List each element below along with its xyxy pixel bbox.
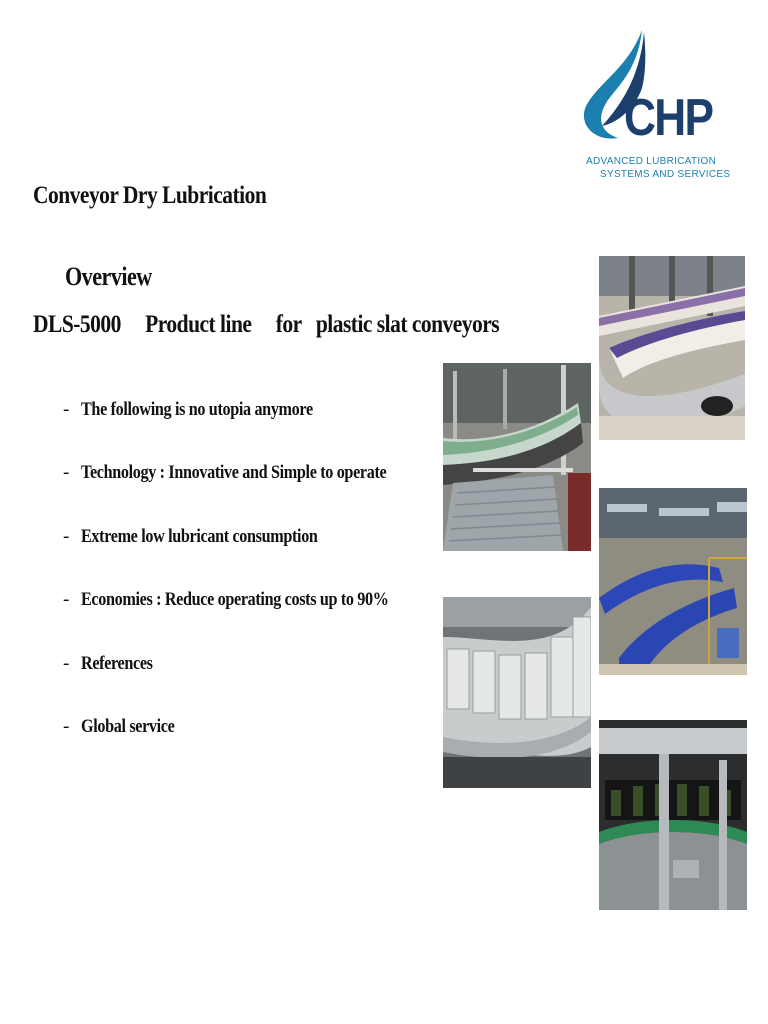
title-line-1: Conveyor Dry Lubrication [33, 182, 267, 209]
logo-tagline-2: SYSTEMS AND SERVICES [600, 169, 731, 180]
list-item [63, 584, 443, 647]
blue-slat-conveyor-photo [599, 488, 747, 675]
list-item [63, 457, 443, 520]
list-item-text: Technology : Innovative and Simple to operate [81, 462, 387, 484]
logo-wordmark: CHP [624, 89, 713, 147]
chp-logo [580, 28, 730, 188]
list-item-text: Economies : Reduce operating costs up to 90% [81, 589, 389, 611]
overview-list [63, 394, 443, 774]
list-item [63, 394, 443, 457]
list-item-text: References [81, 652, 153, 674]
list-item [63, 711, 443, 774]
logo-tagline-1: ADVANCED LUBRICATION [586, 156, 717, 167]
curved-slat-conveyor-photo [443, 597, 591, 788]
bottle-turntable-photo [599, 720, 747, 910]
slide-title [33, 88, 499, 389]
overview-heading: Overview [65, 262, 152, 291]
list-item [63, 521, 443, 584]
bullet-marker: - [63, 525, 70, 547]
list-item-text: Global service [81, 715, 175, 737]
title-line-2: DLS-5000 Product line for plastic slat conveyors [33, 311, 500, 338]
list-item-text: The following is no utopia anymore [81, 399, 313, 420]
bullet-marker: - [63, 589, 70, 611]
list-item [63, 648, 443, 711]
list-item-text: Extreme low lubricant consumption [81, 525, 318, 547]
bullet-marker: - [63, 652, 70, 674]
bullet-marker: - [63, 462, 70, 484]
bottling-line-conveyor-photo [599, 256, 745, 440]
bullet-marker: - [63, 399, 70, 420]
conveyor-with-bottles-photo [443, 363, 591, 551]
bullet-marker: - [63, 715, 70, 737]
